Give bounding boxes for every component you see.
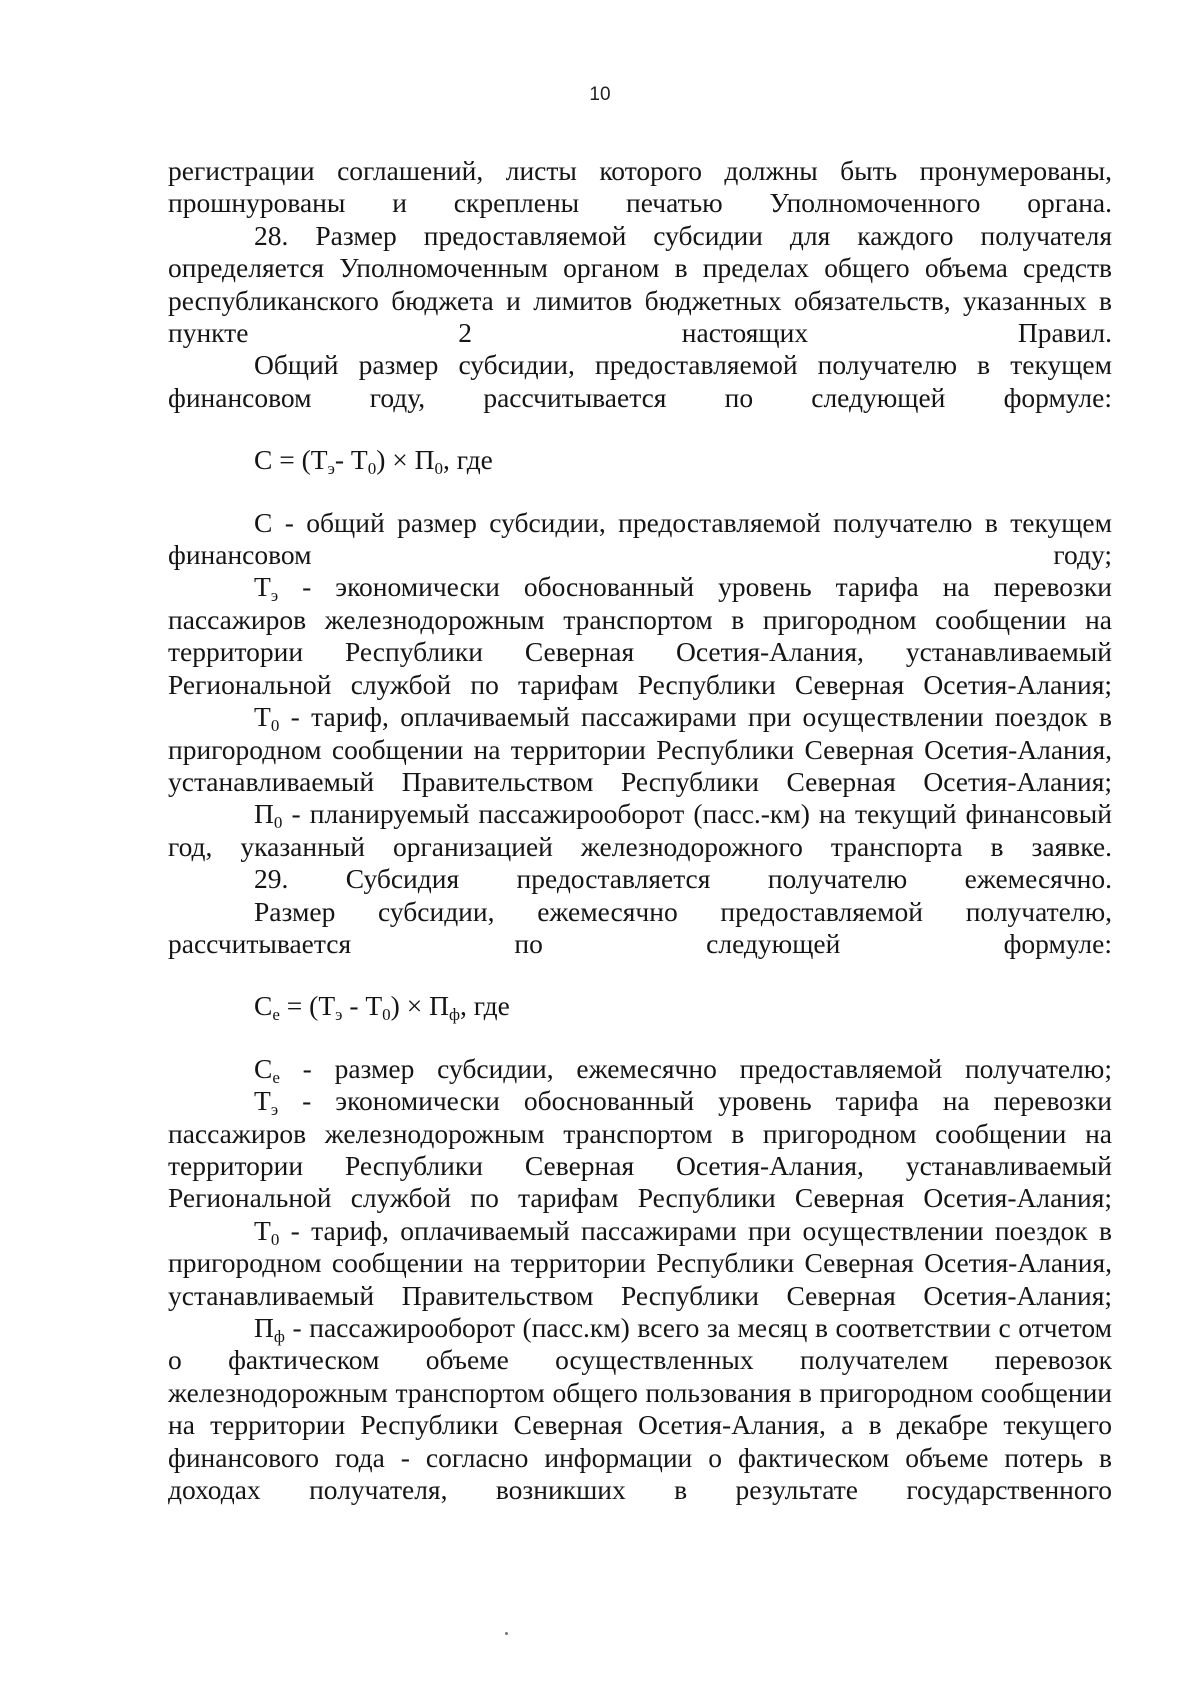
paragraph-text: Размер субсидии, ежемесячно предоставляемой получателю, рассчитывается по следующей формуле:	[168, 895, 1112, 959]
paragraph-text: С - общий размер субсидии, предоставляемой получателю в текущем финансовом году;	[168, 506, 1112, 571]
paragraph-text: $Т_э$ - экономически обоснованный уровень тарифа на перевозки пассажиров железнодорожным транспортом в пригородном сообщении на территории Республики Северная Осетия-Алания, устанавливаемый Региональной службой по тарифам Республики Северная Осетия-Алания;	[168, 571, 1112, 700]
definition-ce	[168, 1053, 1112, 1085]
page-number: 10	[589, 84, 611, 105]
definition-te	[168, 571, 1112, 701]
paragraph-text: Общий размер субсидии, предоставляемой получателю в текущем финансовом году, рассчитывается по следующей формуле:	[168, 349, 1112, 413]
scan-speck	[505, 1632, 508, 1635]
document-body	[168, 155, 1112, 1506]
paragraph-text: 29. Субсидия предоставляется получателю ежемесячно.	[254, 863, 1112, 895]
paragraph-text: $С_е$ - размер субсидии, ежемесячно предоставляемой получателю;	[254, 1052, 1112, 1087]
paragraph-text: $Т_э$ - экономически обоснованный уровень тарифа на перевозки пассажиров железнодорожным транспортом в пригородном сообщении на территории Республики Северная Осетия-Алания, устанавливаемый Региональной службой по тарифам Республики Северная Осетия-Алания;	[168, 1085, 1112, 1214]
definition-t0	[168, 701, 1112, 798]
spacer	[168, 414, 1112, 444]
paragraph-text: регистрации соглашений, листы которого должны быть пронумерованы, прошнурованы и скреплены печатью Уполномоченного органа.	[168, 155, 1112, 219]
spacer	[168, 960, 1112, 990]
paragraph-text: $Т_0$ - тариф, оплачиваемый пассажирами при осуществлении поездок в пригородном сообщении на территории Республики Северная Осетия-Алания, устанавливаемый Правительством Республики Северная Осетия-Алания;	[168, 701, 1112, 797]
paragraph-29	[168, 863, 1112, 895]
paragraph-total-subsidy	[168, 349, 1112, 414]
paragraph-1	[168, 155, 1112, 220]
formula-annual-subsidy: $С = (Т_э-$ $Т_0) \times П_0$, где	[254, 444, 493, 479]
definition-pf	[168, 1312, 1112, 1506]
paragraph-text: $Т_0$ - тариф, оплачиваемый пассажирами при осуществлении поездок в пригородном сообщении на территории Республики Северная Осетия-Алания, устанавливаемый Правительством Республики Северная Осетия-Алания;	[168, 1214, 1112, 1311]
definition-te-monthly	[168, 1085, 1112, 1215]
paragraph-28	[168, 220, 1112, 350]
definition-c	[168, 507, 1112, 572]
paragraph-text: $П_ф$ - пассажирооборот (пасс.км) всего за месяц в соответствии с отчетом о фактическом объеме осуществленных получателем перевозок железнодорожным транспортом общего пользования в пригородном сообщении на территории Республики Северная Осетия-Алания, а в декабре текущего финансового года - согласно информации о фактическом объеме потерь в доходах получателя, возникших в результате государственного	[168, 1312, 1112, 1506]
spacer	[168, 477, 1112, 507]
spacer	[168, 1023, 1112, 1053]
formula-monthly-subsidy: $С_е = (Т_э - Т_0) \times П_ф$, где	[254, 990, 510, 1025]
paragraph-monthly-subsidy	[168, 896, 1112, 961]
definition-p0	[168, 798, 1112, 863]
paragraph-text: $П_0$ - планируемый пассажирооборот (пасс.-км) на текущий финансовый год, указанный организацией железнодорожного транспорта в заявке.	[168, 798, 1112, 862]
definition-t0-monthly	[168, 1215, 1112, 1312]
paragraph-text: 28. Размер предоставляемой субсидии для каждого получателя определяется Уполномоченным органом в пределах общего объема средств республиканского бюджета и лимитов бюджетных обязательств, указанных в пункте 2 настоящих Правил.	[168, 219, 1112, 349]
